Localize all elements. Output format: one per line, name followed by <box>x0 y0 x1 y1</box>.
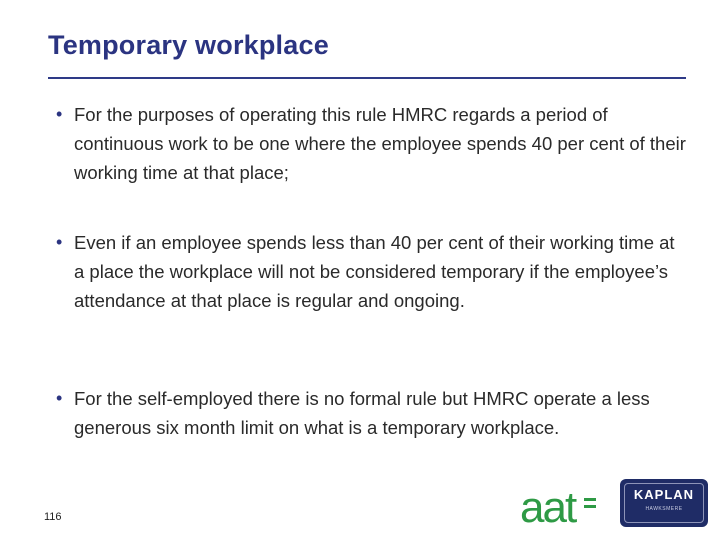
bullet-text: Even if an employee spends less than 40 per cent of their working time at a place the workplace will not be considered temporary if the employee’s attendance at that place is regular and ongoing. <box>74 232 675 311</box>
kaplan-logo <box>620 479 708 527</box>
bullet-item <box>48 384 688 442</box>
slide-title: Temporary workplace <box>48 30 329 60</box>
kaplan-logo-text: KAPLAN <box>633 487 695 502</box>
page-number: 116 <box>44 511 62 523</box>
bullet-marker: • <box>56 388 63 408</box>
aat-logo-text: aat <box>520 484 576 528</box>
title-underline <box>48 77 686 79</box>
bullet-marker: • <box>56 232 63 252</box>
kaplan-logo-subtext: HAWKSMERE <box>645 506 683 512</box>
bullet-text: For the self-employed there is no formal rule but HMRC operate a less generous six month limit on what is a temporary workplace. <box>74 388 650 438</box>
bullet-item <box>48 228 688 315</box>
aat-logo <box>520 484 598 528</box>
bullet-item <box>48 100 688 187</box>
bullet-marker: • <box>56 104 63 124</box>
bullet-text: For the purposes of operating this rule HMRC regards a period of continuous work to be one where the employee spends 40 per cent of their working time at that place; <box>74 104 686 183</box>
